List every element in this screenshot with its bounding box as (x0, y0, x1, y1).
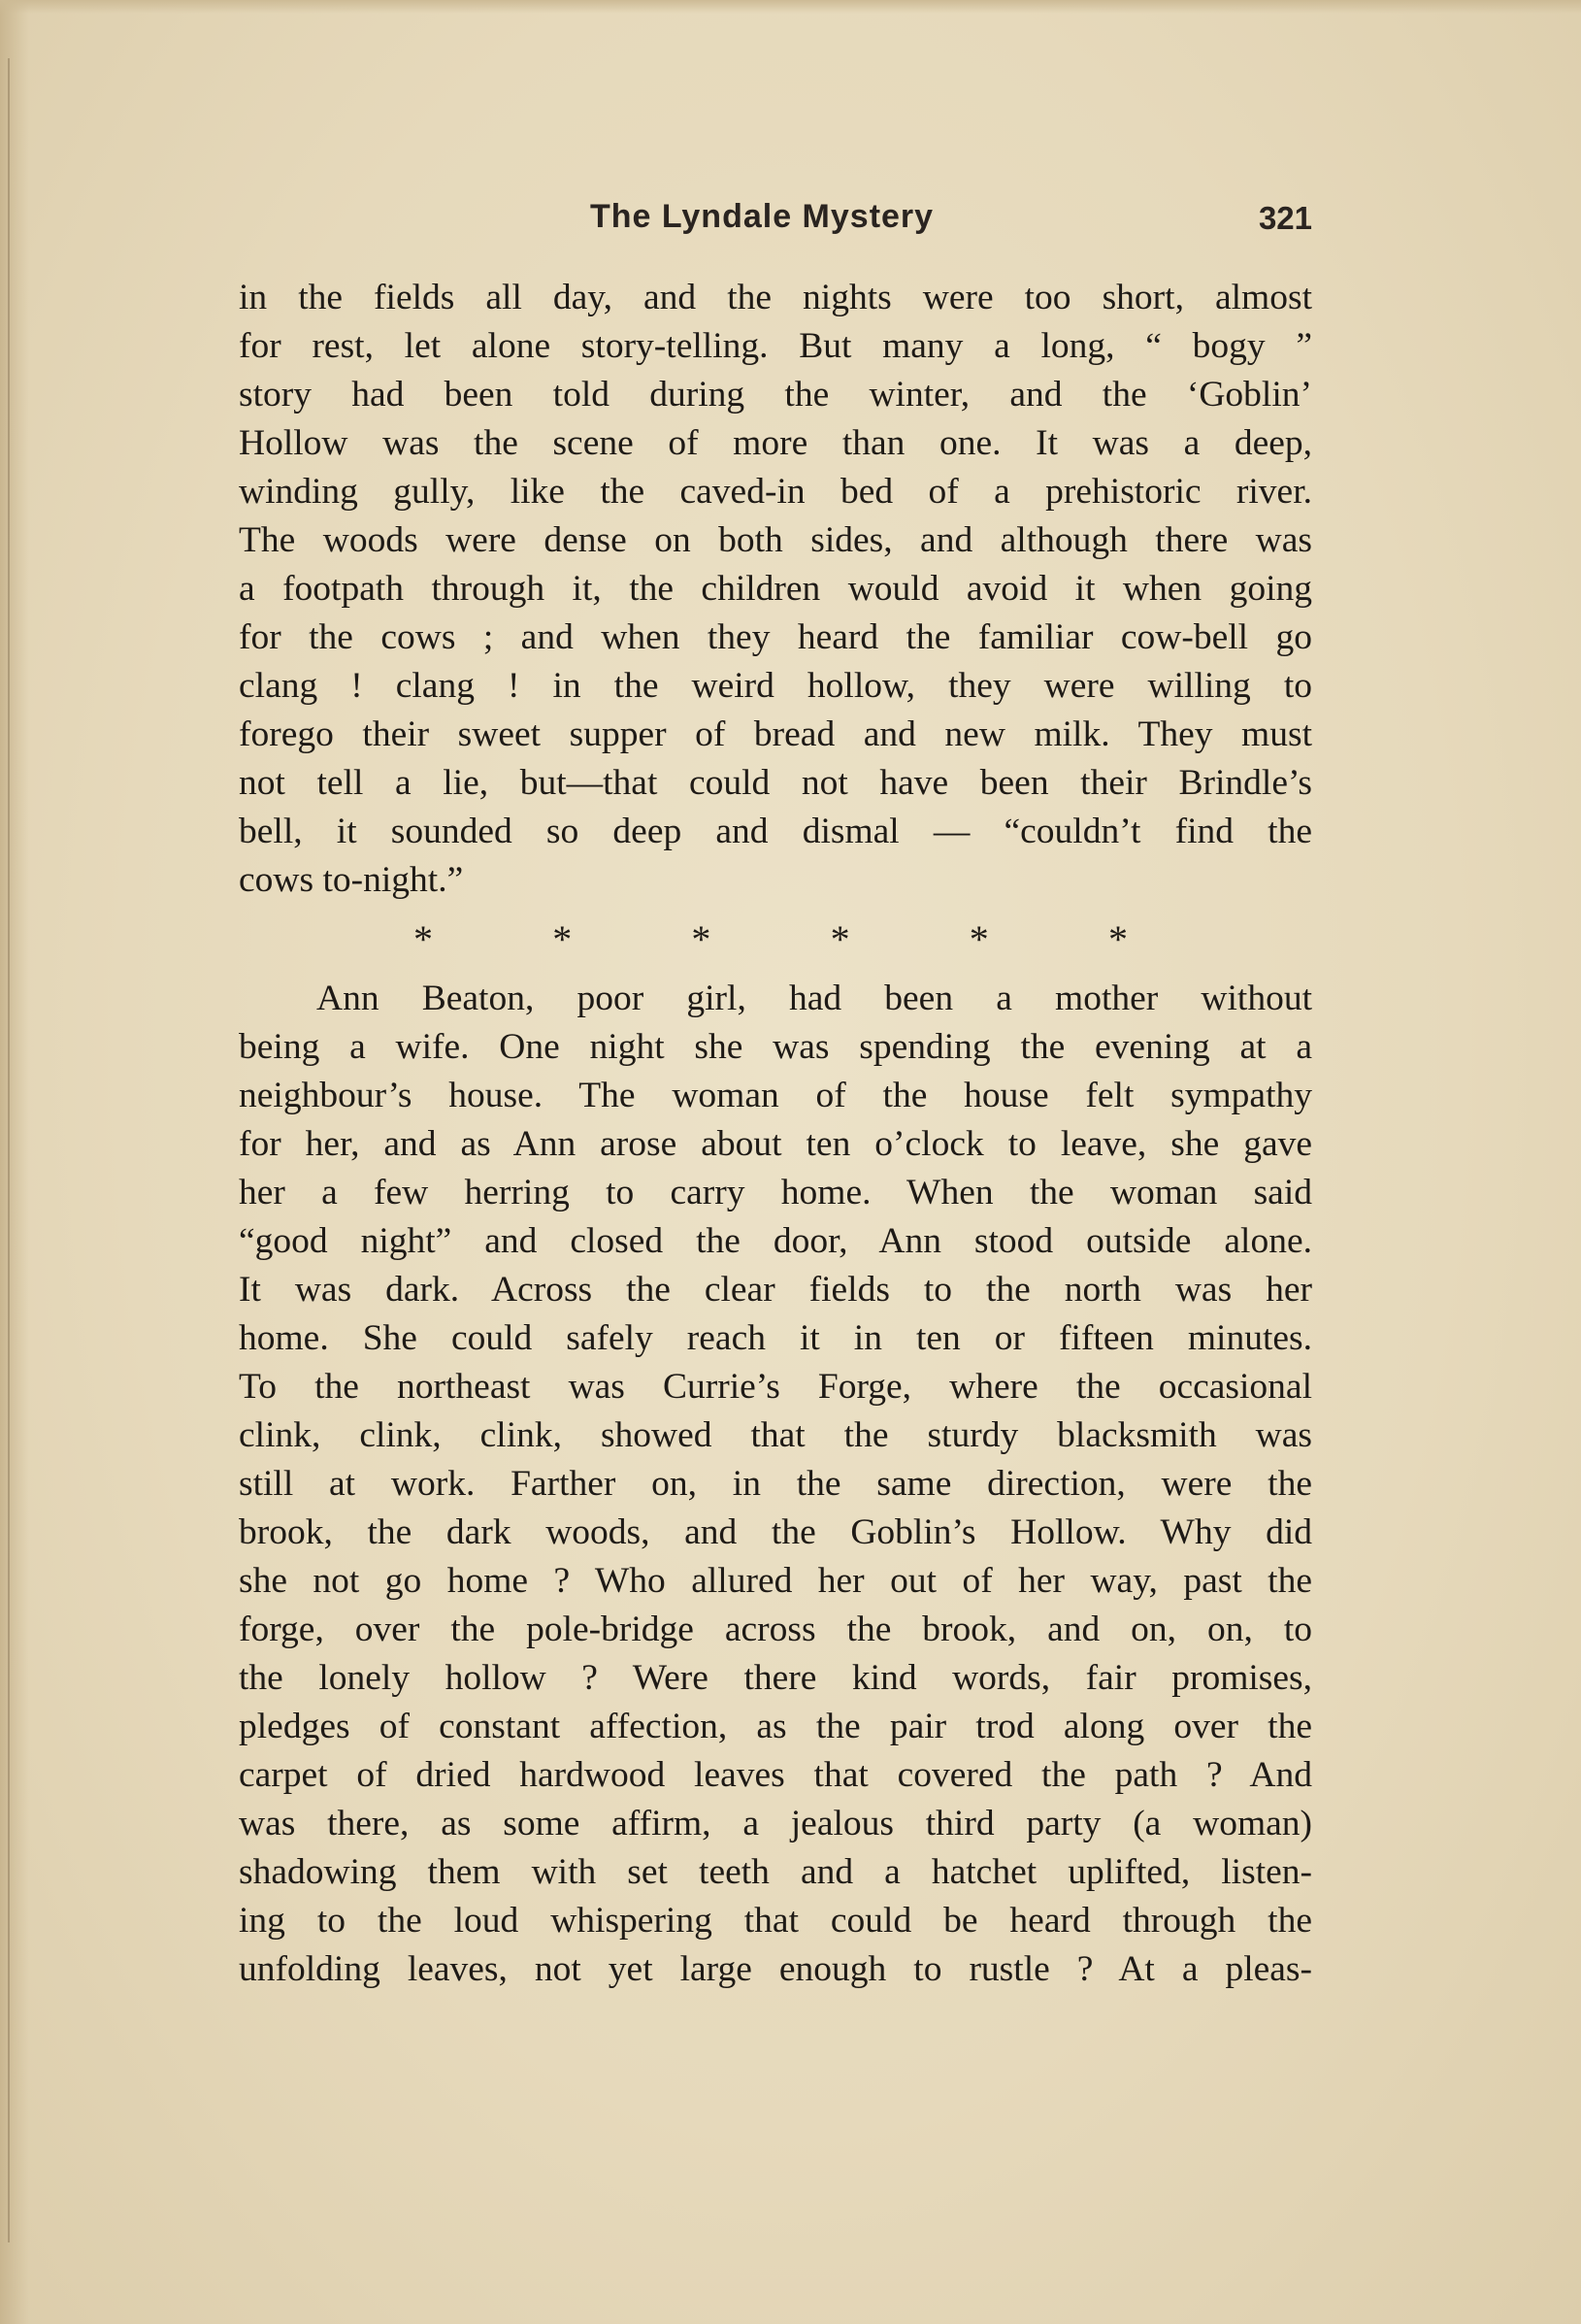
text-line: forego their sweet supper of bread and new milk. They must (239, 714, 1312, 754)
text-line: clang ! clang ! in the weird hollow, they were willing to (239, 666, 1312, 706)
text-line: winding gully, like the caved-in bed of a prehistoric river. (239, 472, 1312, 512)
text-line: for rest, let alone story-telling. But many a long, “ bogy ” (239, 326, 1312, 366)
text-line: It was dark. Across the clear fields to the north was her (239, 1270, 1312, 1310)
body-text (239, 274, 1312, 1994)
text-line: forge, over the pole-bridge across the brook, and on, on, to (239, 1610, 1312, 1649)
text-line: was there, as some affirm, a jealous third party (a woman) (239, 1804, 1312, 1843)
asterisk: * (830, 917, 850, 961)
text-line: the lonely hollow ? Were there kind words, fair promises, (239, 1658, 1312, 1698)
text-line: The woods were dense on both sides, and although there was (239, 520, 1312, 560)
page-number: 321 (1258, 200, 1312, 236)
text-line: cows to-night.” (239, 860, 464, 900)
text-line: carpet of dried hardwood leaves that covered the path ? And (239, 1755, 1312, 1795)
text-line: for her, and as Ann arose about ten o’clock to leave, she gave (239, 1124, 1312, 1164)
text-line: still at work. Farther on, in the same direction, were the (239, 1464, 1312, 1504)
asterisk: * (691, 917, 711, 961)
running-title: The Lyndale Mystery (590, 198, 935, 235)
text-line: in the fields all day, and the nights were too short, almost (239, 278, 1312, 317)
text-line: her a few herring to carry home. When the woman said (239, 1173, 1312, 1212)
running-head (239, 198, 1312, 252)
text-line: shadowing them with set teeth and a hatchet uplifted, listen- (239, 1852, 1312, 1892)
asterisk: * (1107, 917, 1128, 961)
text-line: ing to the loud whispering that could be heard through the (239, 1901, 1312, 1941)
text-line: home. She could safely reach it in ten or fifteen minutes. (239, 1318, 1312, 1358)
text-line: neighbour’s house. The woman of the house felt sympathy (239, 1076, 1312, 1115)
text-line: unfolding leaves, not yet large enough to rustle ? At a pleas- (239, 1949, 1312, 1989)
text-line: clink, clink, clink, showed that the sturdy blacksmith was (239, 1415, 1312, 1455)
text-line: she not go home ? Who allured her out of her way, past the (239, 1561, 1312, 1601)
text-line: story had been told during the winter, and the ‘Goblin’ (239, 375, 1312, 415)
text-line: a footpath through it, the children would avoid it when going (239, 569, 1312, 609)
text-line: To the northeast was Currie’s Forge, where the occasional (239, 1367, 1312, 1407)
text-line: Ann Beaton, poor girl, had been a mother without (316, 979, 1312, 1018)
text-line: not tell a lie, but—that could not have been their Brindle’s (239, 763, 1312, 803)
text-line: Hollow was the scene of more than one. It was a deep, (239, 423, 1312, 463)
paragraph-1 (239, 274, 1312, 905)
asterisk: * (969, 917, 989, 961)
asterisk: * (552, 917, 573, 961)
text-line: “good night” and closed the door, Ann stood outside alone. (239, 1221, 1312, 1261)
text-line: being a wife. One night she was spending the evening at a (239, 1027, 1312, 1067)
asterisk: * (413, 917, 433, 961)
text-line: brook, the dark woods, and the Goblin’s Hollow. Why did (239, 1512, 1312, 1552)
section-break (413, 905, 1128, 975)
paragraph-2 (239, 975, 1312, 1994)
text-line: bell, it sounded so deep and dismal — “couldn’t find the (239, 812, 1312, 851)
text-line: pledges of constant affection, as the pair trod along over the (239, 1707, 1312, 1746)
text-line: for the cows ; and when they heard the familiar cow-bell go (239, 617, 1312, 657)
binding-edge (8, 58, 10, 2242)
